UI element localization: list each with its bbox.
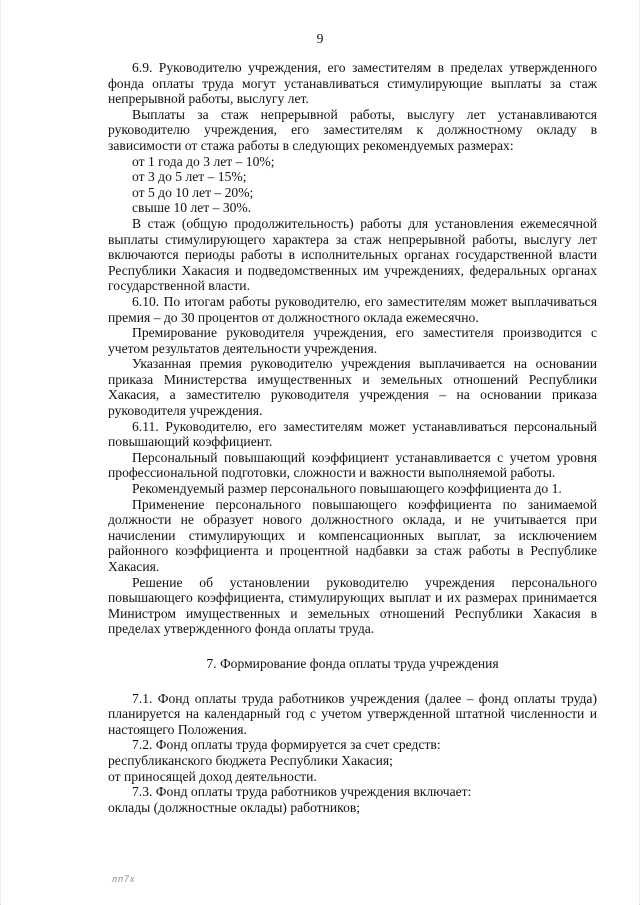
- paragraph-seniority-intro: Выплаты за стаж непрерывной работы, выслугу лет устанавливаются руководителю учреждения, его заместителям к должностному окладу в зависимости от стажа работы в следующих рекомендуемых размерах:: [108, 106, 597, 153]
- paragraph-coefficient-basis: Персональный повышающий коэффициент устанавливается с учетом уровня профессиональной подготовки, сложности и важности выполняемой работы.: [108, 449, 597, 481]
- section-title: 7. Формирование фонда оплаты труда учреждения: [206, 655, 499, 671]
- footer-mark: лп7х: [112, 874, 136, 884]
- seniority-item: свыше 10 лет – 30%.: [132, 200, 252, 216]
- paragraph-6-11: 6.11. Руководителю, его заместителям может устанавливаться персональный повышающий коэффициент.: [108, 418, 597, 450]
- paragraph-7-3: 7.3. Фонд оплаты труда работников учреждения включает:: [132, 784, 472, 800]
- paragraph-seniority-periods: В стаж (общую продолжительность) работы для установления ежемесячной выплаты стимулирующего характера за стаж непрерывной работы, выслугу лет включаются периоды работы в исполнительных органах государственной власти Республики Хакасия и подведомственных им учреждениях, федеральных органах государственной власти.: [108, 215, 597, 294]
- scan-edge-right: [633, 0, 640, 905]
- paragraph-coefficient-size: Рекомендуемый размер персонального повышающего коэффициента до 1.: [132, 481, 562, 497]
- document-body: [108, 60, 597, 815]
- seniority-item: от 1 года до 3 лет – 10%;: [132, 153, 275, 169]
- seniority-item: от 3 до 5 лет – 15%;: [132, 169, 247, 185]
- paragraph-coefficient-decision: Решение об установлении руководителю учреждения персонального повышающего коэффициента, стимулирующих выплат и их размерах принимается Министром имущественных и земельных отношений Республики Хакасия в пределах утвержденного фонда оплаты труда.: [108, 574, 597, 637]
- paragraph-7-1: 7.1. Фонд оплаты труда работников учреждения (далее – фонд оплаты труда) планируется на календарный год с учетом утвержденной штатной численности и настоящего Положения.: [108, 690, 597, 737]
- scan-edge-left: [0, 0, 7, 905]
- paragraph-6-10: 6.10. По итогам работы руководителю, его заместителям может выплачиваться премия – до 30 процентов от должностного оклада ежемесячно.: [108, 293, 597, 325]
- paragraph-6-9: 6.9. Руководителю учреждения, его заместителям в пределах утвержденного фонда оплаты труда могут устанавливаться стимулирующие выплаты за стаж непрерывной работы, выслугу лет.: [108, 60, 597, 107]
- page-number: 9: [316, 31, 324, 46]
- seniority-item: от 5 до 10 лет – 20%;: [132, 184, 254, 200]
- fund-item: оклады (должностные оклады) работников;: [108, 799, 361, 815]
- source-item: от приносящей доход деятельности.: [108, 768, 317, 784]
- paragraph-bonus-basis: Премирование руководителя учреждения, его заместителя производится с учетом результатов деятельности учреждения.: [108, 325, 597, 356]
- source-item: республиканского бюджета Республики Хакасия;: [108, 752, 393, 768]
- paragraph-coefficient-application: Применение персонального повышающего коэффициента по занимаемой должности не образует нового должностного оклада, и не учитывается при начислении стимулирующих и компенсационных выплат, за исключением районного коэффициента и процентной надбавки за стаж работы в Республике Хакасия.: [108, 496, 597, 574]
- paragraph-bonus-order: Указанная премия руководителю учреждения выплачивается на основании приказа Министерства имущественных и земельных отношений Республики Хакасия, а заместителю руководителя учреждения – на основании приказа руководителя учреждения.: [108, 356, 597, 419]
- paragraph-7-2: 7.2. Фонд оплаты труда формируется за счет средств:: [132, 737, 441, 753]
